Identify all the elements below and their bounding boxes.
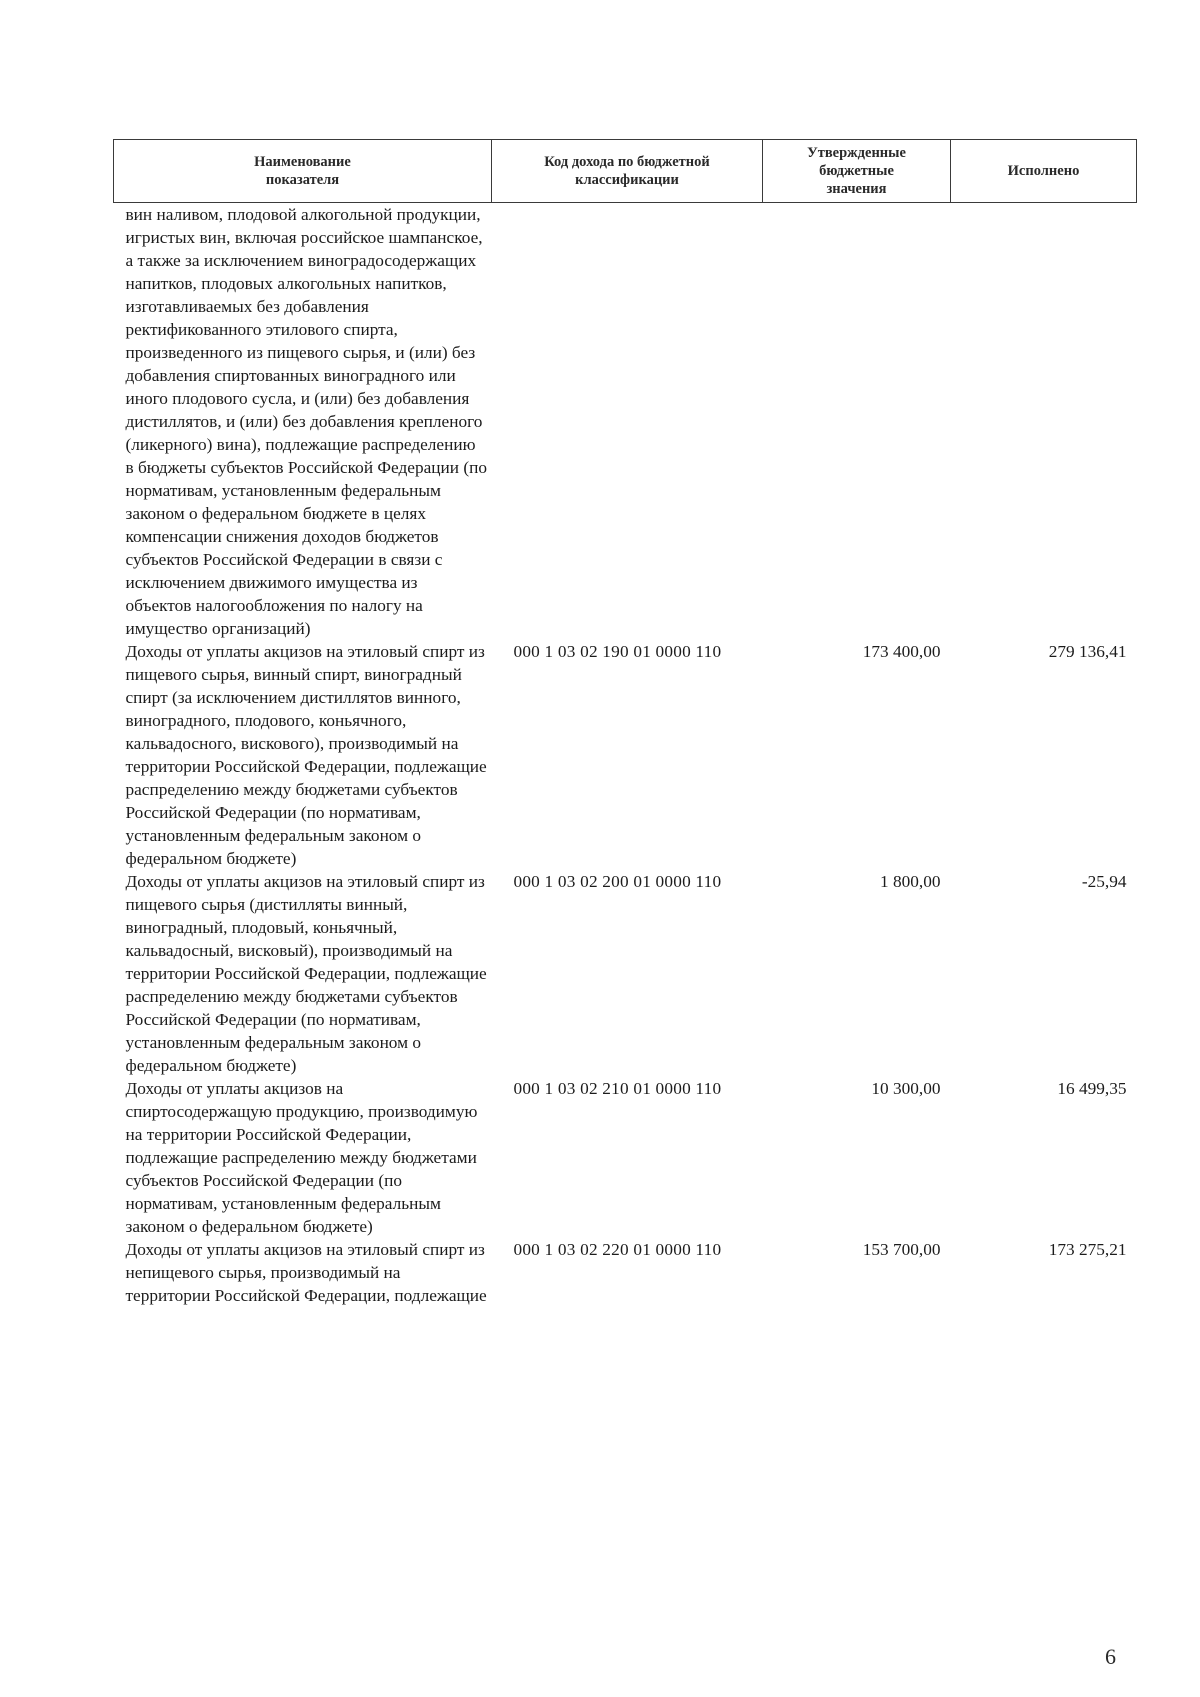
row-code: 000 1 03 02 200 01 0000 110 (513, 872, 722, 891)
row-name: Доходы от уплаты акцизов на спиртосодержащую продукцию, производимую на территории Российской Федерации, подлежащие распределению между бюджетами субъектов Российской Федерации (по нормативам, установленным федеральным законом о федеральном бюджете) (125, 1079, 478, 1236)
table-header (114, 140, 1137, 203)
row-executed: 279 136,41 (1048, 642, 1127, 661)
budget-revenue-table (113, 139, 1137, 1307)
table-body (114, 203, 1137, 1308)
table-row (114, 640, 1137, 870)
header-code-line2: классификации (575, 172, 679, 188)
table-row (114, 870, 1137, 1077)
row-approved (763, 203, 951, 641)
header-name-line2: показателя (265, 172, 340, 188)
header-approved-line1: Утвержденные (807, 145, 906, 161)
row-code: 000 1 03 02 190 01 0000 110 (513, 642, 722, 661)
row-name: Доходы от уплаты акцизов на этиловый спирт из непищевого сырья, производимый на территории Российской Федерации, подлежащие (125, 1240, 487, 1305)
header-approved (763, 140, 951, 203)
header-name (114, 140, 492, 203)
row-approved: 1 800,00 (880, 872, 941, 891)
header-name-line1: Наименование (254, 154, 351, 170)
row-name: вин наливом, плодовой алкогольной продукции, игристых вин, включая российское шампанское, а также за исключением виноградосодержащих напитков, плодовых алкогольных напитков, изготавливаемых без добавления ректификованного этилового спирта, произведенного из пищевого сырья, и (или) без добавления спиртованных виноградного или иного плодового сусла, и (или) без добавления дистиллятов, и (или) без добавления крепленого (ликерного) вина), подлежащие распределению в бюджеты субъектов Российской Федерации (по нормативам, установленным федеральным законом о федеральном бюджете в целях компенсации снижения доходов бюджетов субъектов Российской Федерации в связи с исключением движимого имущества из объектов налогообложения по налогу на имущество организаций) (125, 205, 487, 638)
row-approved: 153 700,00 (862, 1240, 941, 1259)
row-name: Доходы от уплаты акцизов на этиловый спирт из пищевого сырья (дистилляты винный, виноградный, плодовый, коньячный, кальвадосный, висковый), производимый на территории Российской Федерации, подлежащие распределению между бюджетами субъектов Российской Федерации (по нормативам, установленным федеральным законом о федеральном бюджете) (125, 872, 487, 1075)
row-code (492, 203, 763, 641)
header-approved-line3: значения (826, 181, 887, 197)
row-code: 000 1 03 02 220 01 0000 110 (513, 1240, 722, 1259)
page-number: 6 (1105, 1644, 1116, 1669)
table-row (114, 1238, 1137, 1307)
header-approved-line2: бюджетные (819, 163, 894, 179)
row-name: Доходы от уплаты акцизов на этиловый спирт из пищевого сырья, винный спирт, виноградный спирт (за исключением дистиллятов винного, виноградного, плодового, коньячного, кальвадосного, вискового), производимый на территории Российской Федерации, подлежащие распределению между бюджетами субъектов Российской Федерации (по нормативам, установленным федеральным законом о федеральном бюджете) (125, 642, 487, 868)
table-row (114, 203, 1137, 641)
row-executed: 16 499,35 (1057, 1079, 1127, 1098)
row-executed: -25,94 (1081, 872, 1127, 891)
row-approved: 10 300,00 (871, 1079, 941, 1098)
table-row (114, 1077, 1137, 1238)
row-approved: 173 400,00 (862, 642, 941, 661)
header-code (492, 140, 763, 203)
header-code-line1: Код дохода по бюджетной (544, 154, 710, 170)
row-executed (951, 203, 1137, 641)
header-executed: Исполнено (951, 140, 1137, 203)
row-executed: 173 275,21 (1048, 1240, 1127, 1259)
row-code: 000 1 03 02 210 01 0000 110 (513, 1079, 722, 1098)
